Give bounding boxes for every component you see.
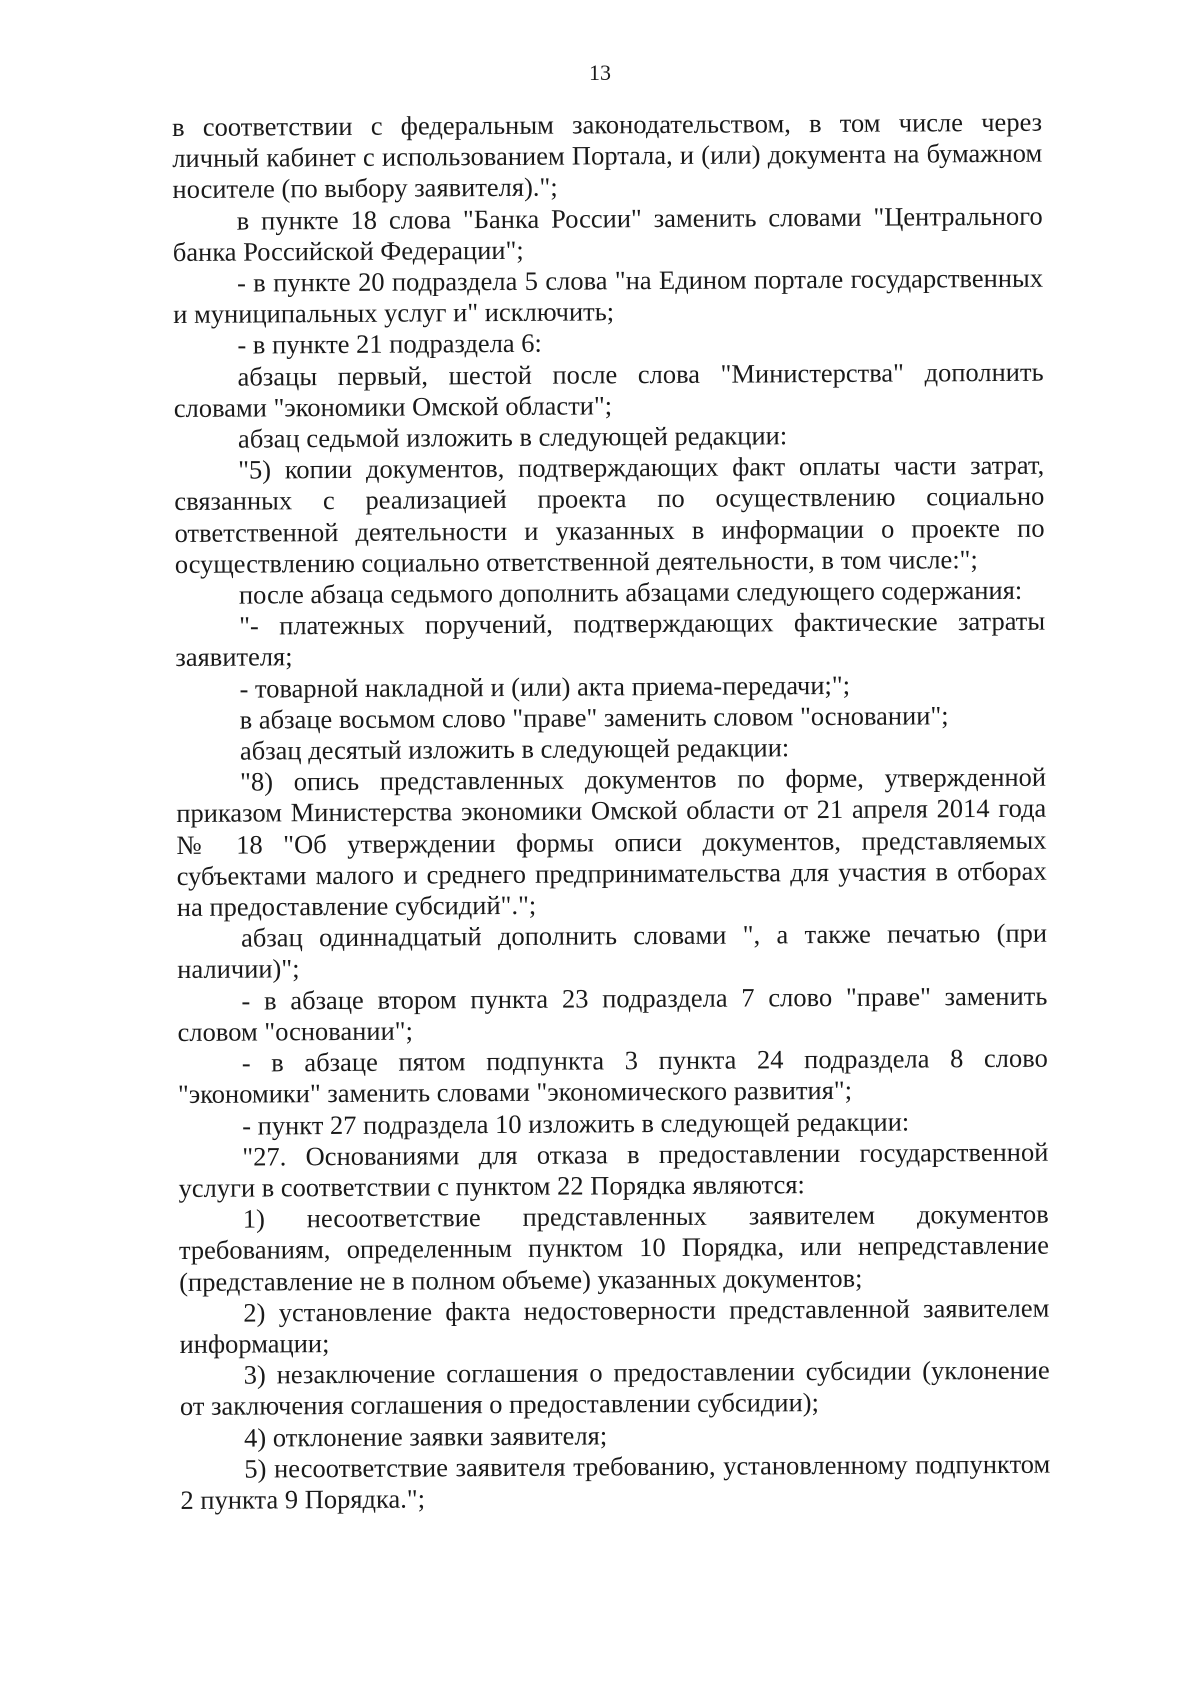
paragraph: в абзаце восьмом слово "праве" заменить словом "основании"; [239, 700, 949, 735]
paragraph: абзац седьмой изложить в следующей редакции: [237, 420, 788, 454]
page-number: 13 [589, 60, 611, 85]
paragraph: - в пункте 20 подраздела 5 слова "на Едином портале государственных и муниципальных услуг и" исключить; [173, 262, 1044, 330]
paragraph: 4) отклонение заявки заявителя; [244, 1419, 608, 1453]
paragraph: "- платежных поручений, подтверждающих фактические затраты заявителя; [175, 605, 1046, 673]
document-body [172, 107, 1051, 1516]
paragraph: - в абзаце втором пункта 23 подраздела 7 слово "праве" заменить словом "основании"; [177, 980, 1048, 1047]
paragraph: 1) несоответствие представленных заявителем документов требованиям, определенным пунктом 10 Порядка, или непредставление (представление не в полном объеме) указанных документов; [178, 1198, 1050, 1297]
paragraph: "8) опись представленных документов по форме, утвержденной приказом Министерства экономики Омской области от 21 апреля 2014 года № 18 "Об утверждении формы описи документов, представляемых субъектами малого и среднего предпринимательства для участия в отборах на предоставление субсидий"."; [176, 761, 1047, 923]
paragraph: после абзаца седьмого дополнить абзацами следующего содержания: [238, 574, 1023, 610]
paragraph: 3) незаключение соглашения о предоставлении субсидии (уклонение от заключения соглашения о предоставлении субсидии); [179, 1354, 1050, 1422]
paragraph: абзацы первый, шестой после слова "Министерства" дополнить словами "экономики Омской области"; [173, 356, 1044, 423]
paragraph: "27. Основаниями для отказа в предоставлении государственной услуги в соответствии с пунктом 22 Порядка являются: [178, 1136, 1049, 1203]
paragraph: - пункт 27 подраздела 10 изложить в следующей редакции: [242, 1106, 910, 1141]
paragraph: в пункте 18 слова "Банка России" заменить словами "Центрального банка Российской Федерации"; [172, 200, 1043, 267]
paragraph: - в пункте 21 подраздела 6: [237, 328, 542, 361]
paragraph: абзац десятый изложить в следующей редакции: [239, 732, 790, 766]
paragraph: - товарной накладной и (или) акта приема-передачи;"; [239, 669, 851, 704]
paragraph: 2) установление факта недостоверности представленной заявителем информации; [179, 1292, 1050, 1359]
paragraph: - в абзаце пятом подпункта 3 пункта 24 подраздела 8 слово "экономики" заменить словами "экономического развития"; [177, 1042, 1048, 1110]
paragraph: в соответствии с федеральным законодательством, в том числе через личный кабинет с использованием Портала, и (или) документа на бумажном носителе (по выбору заявителя)."; [172, 106, 1043, 205]
paragraph: абзац одиннадцатый дополнить словами ", а также печатью (при наличии)"; [177, 917, 1048, 985]
paragraph: 5) несоответствие заявителя требованию, установленному подпунктом 2 пункта 9 Порядка."; [180, 1448, 1051, 1515]
paragraph: "5) копии документов, подтверждающих факт оплаты части затрат, связанных с реализацией проекта по осуществлению социально ответственной деятельности и указанных в информации о проекте по осуществлению социально ответственной деятельности, в том числе:"; [174, 449, 1045, 579]
